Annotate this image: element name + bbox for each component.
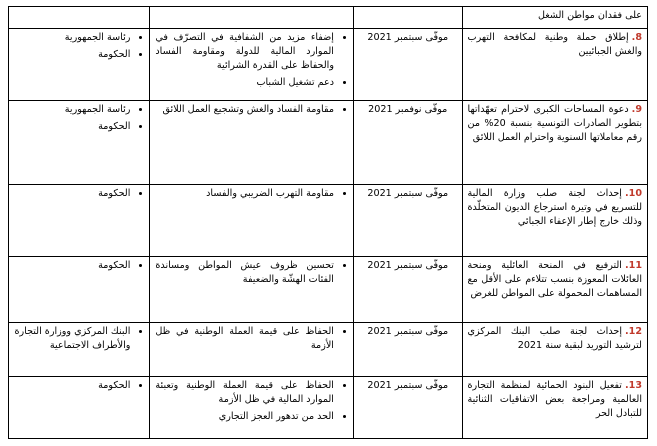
goals-cell bbox=[150, 101, 354, 185]
goals-cell bbox=[150, 257, 354, 323]
date-cell bbox=[353, 29, 462, 101]
date-cell bbox=[353, 257, 462, 323]
proposal-cell bbox=[462, 101, 647, 185]
goals-cell bbox=[150, 29, 354, 101]
proposal-text: دعوة المساحات الكبرى لاحترام تعهّداتها بتطوير الصادرات التونسية بنسبة 20% من رقم معاملاتها السنوية واحترام العمل اللائق bbox=[467, 104, 642, 143]
party-item: • رئاسة الجمهورية bbox=[14, 103, 130, 117]
table-row bbox=[9, 257, 648, 323]
parties-cell bbox=[9, 377, 150, 439]
row-number: 11. bbox=[624, 260, 642, 271]
row-number: 10. bbox=[624, 188, 642, 199]
goals-cell bbox=[150, 7, 354, 29]
parties-cell bbox=[9, 185, 150, 257]
party-item: • رئاسة الجمهورية bbox=[14, 31, 130, 45]
goal-item: • إضفاء مزيد من الشفافية في التصرّف في الموارد المالية للدولة ومقاومة الفساد والحفاظ على القدرة الشرائية bbox=[155, 31, 334, 73]
parties-cell bbox=[9, 323, 150, 377]
date-cell bbox=[353, 101, 462, 185]
goal-item: • الحفاظ على قيمة العملة الوطنية وتعبئة الموارد المالية في ظل الأزمة bbox=[155, 379, 334, 407]
deadline-date: موفّى سبتمبر 2021 bbox=[367, 326, 449, 337]
deadline-date: موفّى نوفمبر 2021 bbox=[368, 104, 448, 115]
proposal-text: تفعيل البنود الحمائية لمنظمة التجارة العالمية ومراجعة بعض الاتفاقيات الثنائية للتبادل الحر bbox=[467, 380, 642, 419]
table-row bbox=[9, 185, 648, 257]
proposal-cell bbox=[462, 185, 647, 257]
goal-item: • تحسين ظروف عيش المواطن ومساندة الفئات الهشّة والضعيفة bbox=[155, 259, 334, 287]
party-item: • الحكومة bbox=[14, 120, 130, 134]
goals-cell bbox=[150, 323, 354, 377]
deadline-date: موفّى سبتمبر 2021 bbox=[367, 260, 449, 271]
proposal-cell bbox=[462, 323, 647, 377]
deadline-date: موفّى سبتمبر 2021 bbox=[367, 32, 449, 43]
table-row bbox=[9, 323, 648, 377]
parties-cell bbox=[9, 29, 150, 101]
parties-cell bbox=[9, 7, 150, 29]
table-row bbox=[9, 101, 648, 185]
goal-item: • الحد من تدهور العجز التجاري bbox=[155, 410, 334, 424]
goals-cell bbox=[150, 377, 354, 439]
date-cell bbox=[353, 323, 462, 377]
proposal-text: إحداث لجنة صلب البنك المركزي لترشيد التوريد لبقية سنة 2021 bbox=[467, 326, 642, 351]
measures-table bbox=[8, 6, 648, 439]
goal-item: • مقاومة الفساد والغش وتشجيع العمل اللائق bbox=[155, 103, 334, 117]
party-item: • البنك المركزي ووزارة التجارة والأطراف الاجتماعية bbox=[14, 325, 130, 353]
goal-item: • الحفاظ على قيمة العملة الوطنية في ظل الأزمة bbox=[155, 325, 334, 353]
deadline-date: موفّى سبتمبر 2021 bbox=[367, 188, 449, 199]
row-number: 8. bbox=[631, 32, 642, 43]
date-cell bbox=[353, 7, 462, 29]
party-item: • الحكومة bbox=[14, 48, 130, 62]
goal-item: • دعم تشغيل الشباب bbox=[155, 76, 334, 90]
proposal-cell bbox=[462, 29, 647, 101]
row-number: 9. bbox=[631, 104, 642, 115]
deadline-date: موفّى سبتمبر 2021 bbox=[367, 380, 449, 391]
party-item: • الحكومة bbox=[14, 379, 130, 393]
proposal-text: على فقدان مواطن الشغل bbox=[538, 10, 642, 21]
proposal-cell bbox=[462, 7, 647, 29]
row-number: 12. bbox=[624, 326, 642, 337]
proposal-text: الترفيع في المنحة العائلية ومنحة العائلات المعوزة بنسب تتلاءم على الأقل مع المساهمات المحمولة على المواطن للغرض bbox=[467, 260, 642, 299]
proposal-cell bbox=[462, 377, 647, 439]
parties-cell bbox=[9, 257, 150, 323]
proposal-text: إطلاق حملة وطنية لمكافحة التهرب والغش الجبائيين bbox=[467, 32, 642, 57]
proposal-cell bbox=[462, 257, 647, 323]
party-item: • الحكومة bbox=[14, 259, 130, 273]
parties-cell bbox=[9, 101, 150, 185]
date-cell bbox=[353, 377, 462, 439]
goal-item: • مقاومة التهرب الضريبي والفساد bbox=[155, 187, 334, 201]
goals-cell bbox=[150, 185, 354, 257]
table-row bbox=[9, 29, 648, 101]
proposal-text: إحداث لجنة صلب وزارة المالية للتسريع في وتيرة استرجاع الديون المتخلّدة وذلك خارج إطار الإعفاء الجبائي bbox=[467, 188, 642, 227]
party-item: • الحكومة bbox=[14, 187, 130, 201]
row-number: 13. bbox=[624, 380, 642, 391]
date-cell bbox=[353, 185, 462, 257]
table-row bbox=[9, 7, 648, 29]
table-row bbox=[9, 377, 648, 439]
